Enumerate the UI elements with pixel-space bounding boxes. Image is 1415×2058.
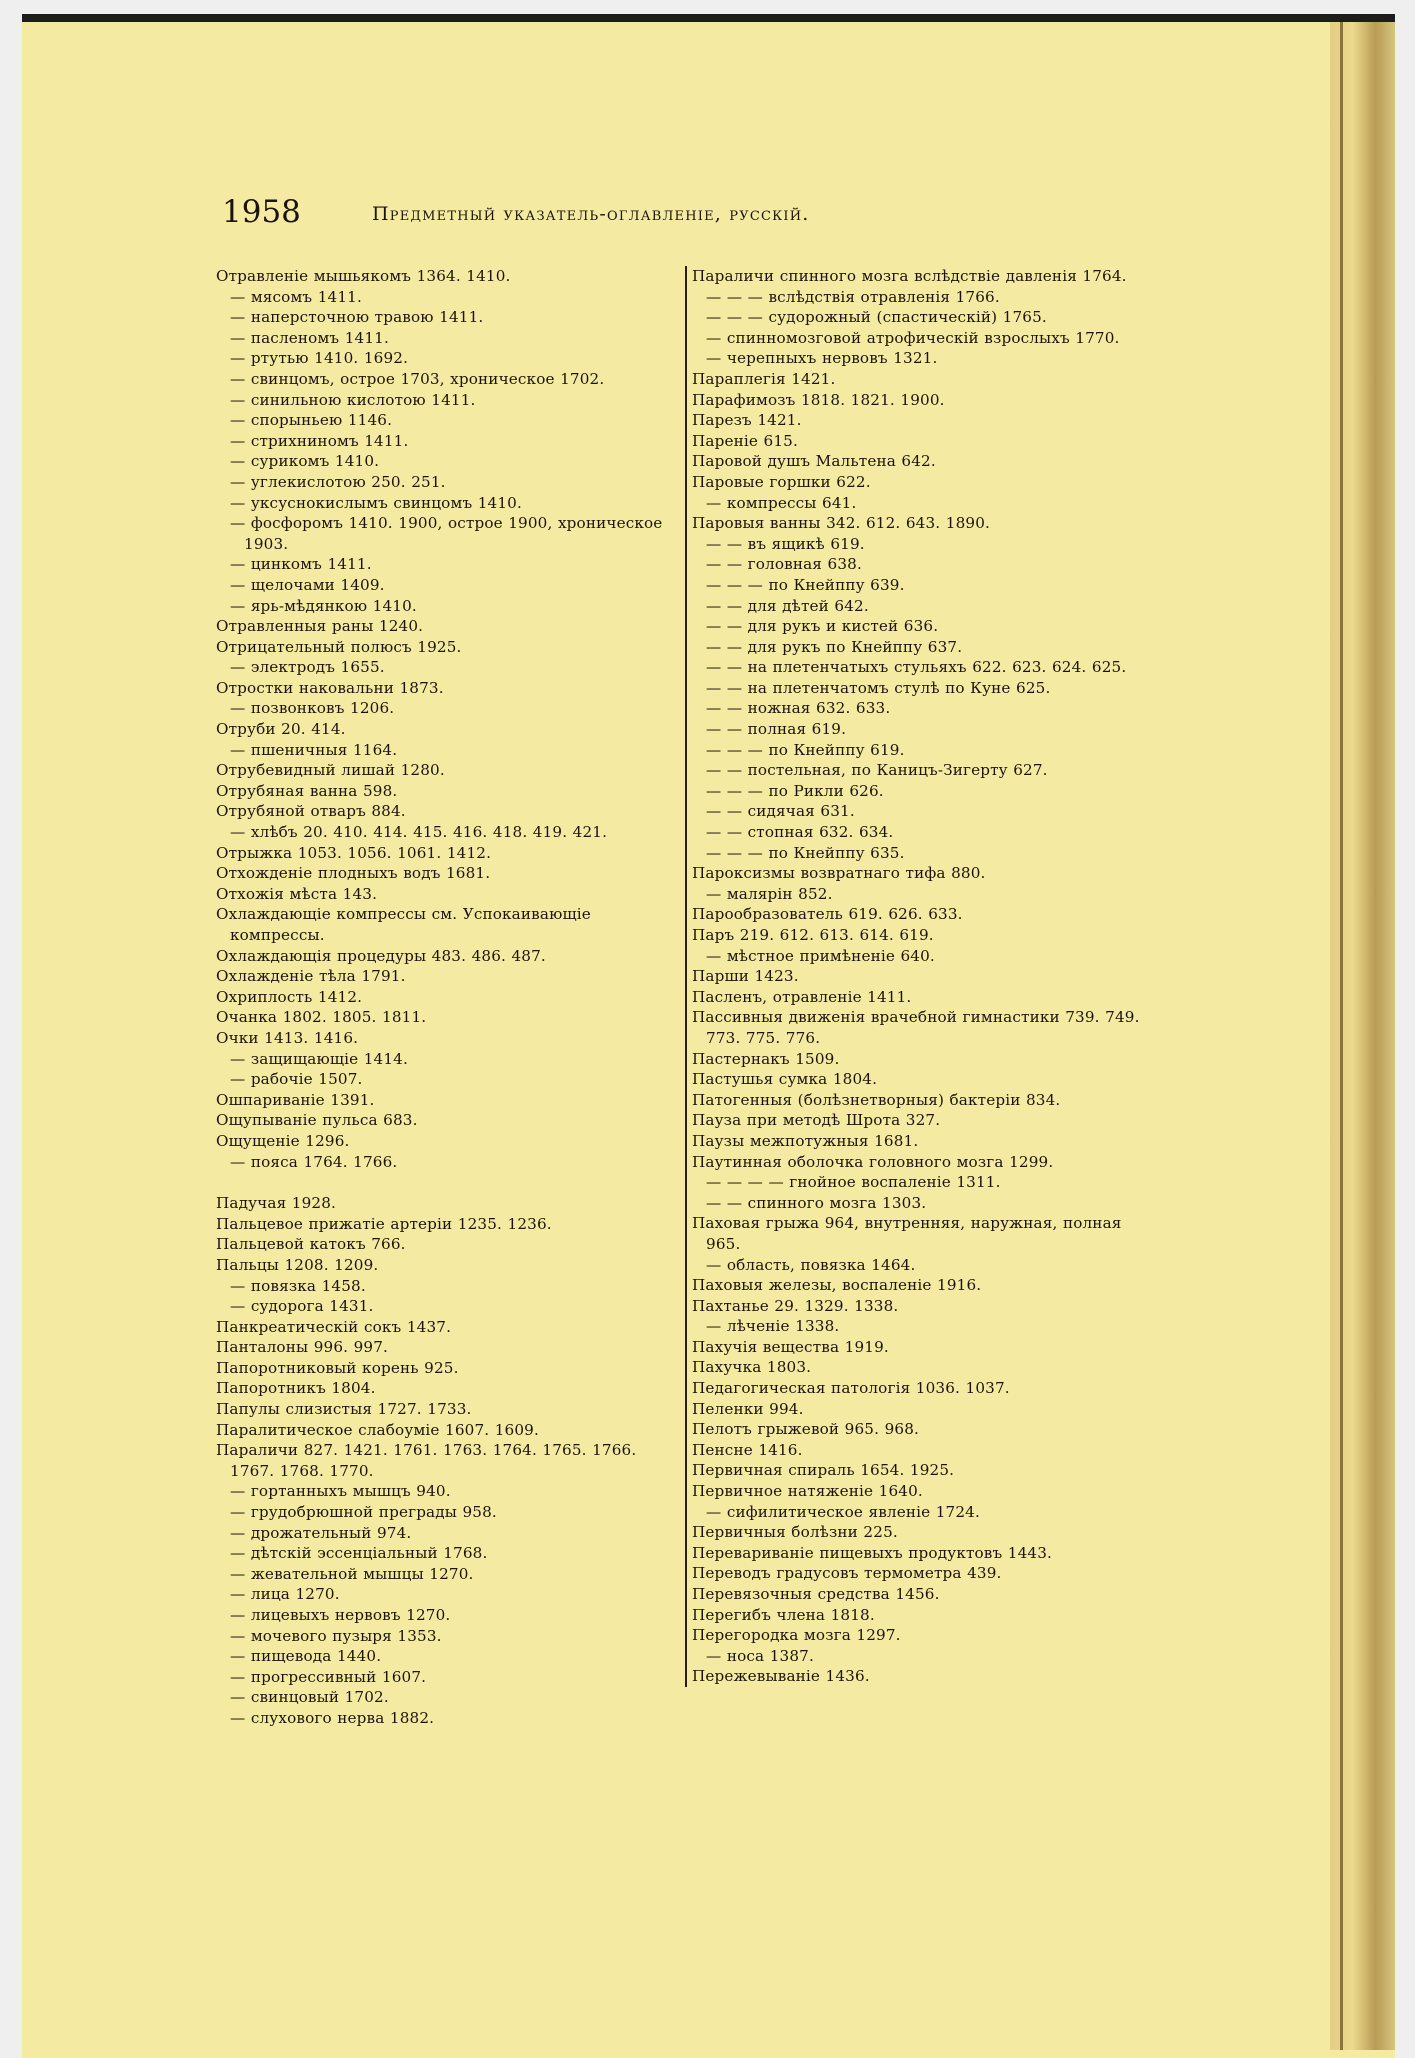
index-subentry: — — на плетенчатомъ стулѣ по Куне 625. [706,678,1051,697]
index-subentry: — — на плетенчатыхъ стульяхъ 622. 623. 624. 625. [706,658,1127,677]
index-subentry: — — постельная, по Каницъ-Зигерту 627. [706,761,1048,780]
index-subentry: — судорога 1431. [230,1297,374,1316]
index-entry: Паровыя ванны 342. 612. 643. 1890. [692,514,990,533]
index-entry: Пауза при методѣ Шрота 327. [692,1111,941,1130]
index-entry: Охлаждающіе компрессы см. Успокаивающіе компрессы. [216,905,591,944]
index-subentry: — область, повязка 1464. [706,1255,916,1274]
index-subentry: — дрожательный 974. [230,1523,412,1542]
index-entry: Парши 1423. [692,967,799,986]
index-entry: Пасленъ, отравленіе 1411. [692,987,912,1006]
index-entry: Переводъ градусовъ термометра 439. [692,1564,1002,1583]
index-entry: Охриплость 1412. [216,987,363,1006]
index-entry: Пальцевой катокъ 766. [216,1235,406,1254]
index-entry: Параплегія 1421. [692,369,836,388]
index-subentry: — носа 1387. [706,1646,814,1665]
index-entry: Отрубяной отваръ 884. [216,802,406,821]
index-entry: Первичное натяженіе 1640. [692,1482,923,1501]
index-subentry: — — — судорожный (спастическій) 1765. [706,308,1047,327]
index-subentry: — ярь-мѣдянкою 1410. [230,596,417,615]
index-subentry: — стрихниномъ 1411. [230,431,409,450]
index-entry: Пастушья сумка 1804. [692,1070,878,1089]
index-subentry: — пшеничныя 1164. [230,740,398,759]
index-subentry: — — ножная 632. 633. [706,699,891,718]
index-subentry: — электродъ 1655. [230,658,385,677]
index-subentry: — углекислотою 250. 251. [230,472,446,491]
index-subentry: — повязка 1458. [230,1276,366,1295]
index-entry: Ощупываніе пульса 683. [216,1111,418,1130]
index-subentry: — — — по Кнейппу 619. [706,740,905,759]
index-subentry: — пищевода 1440. [230,1647,382,1666]
index-entry: Парезъ 1421. [692,411,802,430]
page-number: 1958 [222,194,301,230]
index-subentry: — сурикомъ 1410. [230,452,380,471]
index-entry: Отхожія мѣста 143. [216,884,378,903]
index-entry: Педагогическая патологія 1036. 1037. [692,1379,1010,1398]
running-title: Предметный указатель-оглавленіе, русскій. [372,203,810,225]
index-subentry: — щелочами 1409. [230,575,385,594]
index-entry: Пахтанье 29. 1329. 1338. [692,1296,899,1315]
index-subentry: — мочевого пузыря 1353. [230,1626,442,1645]
index-entry: Параличи спинного мозга вслѣдствіе давленія 1764. [692,267,1127,285]
index-subentry: — — — по Рикли 626. [706,781,884,800]
index-entry: Пелотъ грыжевой 965. 968. [692,1420,919,1439]
index-entry: Пареніе 615. [692,431,798,450]
index-entry: Патогенныя (болѣзнетворныя) бактеріи 834. [692,1090,1061,1109]
index-subentry: — пасленомъ 1411. [230,328,389,347]
index-entry: Панталоны 996. 997. [216,1338,389,1357]
index-entry: Отруби 20. 414. [216,720,346,739]
index-subentry: — ртутью 1410. 1692. [230,349,409,368]
index-subentry: — наперсточною травою 1411. [230,308,484,327]
index-subentry: — — стопная 632. 634. [706,823,894,842]
index-entry: Падучая 1928. [216,1194,337,1213]
index-entry: Паутинная оболочка головного мозга 1299. [692,1152,1054,1171]
index-entry: Ошпариваніе 1391. [216,1090,375,1109]
index-subentry: — — спинного мозга 1303. [706,1193,927,1212]
index-subentry: — спинномозговой атрофическій взрослыхъ 1770. [706,328,1120,347]
index-subentry: — сифилитическое явленіе 1724. [706,1502,980,1521]
index-entry: Первичныя болѣзни 225. [692,1523,898,1542]
index-entry: Ощущеніе 1296. [216,1131,350,1150]
index-subentry: — — сидячая 631. [706,802,855,821]
index-subentry: — свинцомъ, острое 1703, хроническое 1702. [230,369,605,388]
index-entry: Пеленки 994. [692,1399,804,1418]
index-subentry: — хлѣбъ 20. 410. 414. 415. 416. 418. 419. 421. [230,823,608,842]
index-entry: Паховая грыжа 964, внутренняя, наружная, полная 965. [692,1214,1122,1253]
page-header [222,190,1062,234]
index-subentry: — гортанныхъ мышцъ 940. [230,1482,451,1501]
index-entry: Паузы межпотужныя 1681. [692,1131,919,1150]
index-subentry: — — — вслѣдствія отравленія 1766. [706,287,1000,306]
index-entry: Паховыя железы, воспаленіе 1916. [692,1276,982,1295]
index-subentry: — позвонковъ 1206. [230,699,395,718]
index-subentry: — компрессы 641. [706,493,857,512]
index-subentry: — мѣстное примѣненіе 640. [706,946,935,965]
index-subentry: — — — по Кнейппу 635. [706,843,905,862]
index-entry: Отравленіе мышьякомъ 1364. 1410. [216,267,511,285]
index-subentry: — защищающіе 1414. [230,1049,408,1068]
index-entry: Отрубевидный лишай 1280. [216,761,445,780]
index-subentry: — слухового нерва 1882. [230,1708,435,1727]
index-subentry: — рабочіе 1507. [230,1070,363,1089]
index-subentry: — — головная 638. [706,555,862,574]
index-subentry: — жевательной мышцы 1270. [230,1564,474,1583]
index-subentry: — свинцовый 1702. [230,1688,389,1707]
index-subentry: — дѣтскій эссенціальный 1768. [230,1544,488,1563]
index-entry: Перегибъ члена 1818. [692,1605,875,1624]
index-entry: Отростки наковальни 1873. [216,678,444,697]
index-subentry: — прогрессивный 1607. [230,1667,427,1686]
index-subentry: — уксуснокислымъ свинцомъ 1410. [230,493,522,512]
index-subentry: — — — по Кнейппу 639. [706,575,905,594]
index-entry: Перевязочныя средства 1456. [692,1585,940,1603]
index-entry: Папоротникъ 1804. [216,1379,376,1398]
index-entry: Пассивныя движенія врачебной гимнастики 739. 749. 773. 775. 776. [692,1008,1140,1047]
index-entry: Панкреатическій сокъ 1437. [216,1317,452,1336]
index-subentry: — пояса 1764. 1766. [230,1152,398,1171]
index-entry: Очанка 1802. 1805. 1811. [216,1008,427,1027]
index-subentry: — — для рукъ по Кнейппу 637. [706,637,963,656]
index-entry: Паръ 219. 612. 613. 614. 619. [692,926,934,944]
index-subentry: — цинкомъ 1411. [230,555,372,574]
index-entry: Паровой душъ Мальтена 642. [692,452,936,471]
index-column-left [216,266,684,1729]
index-subentry: — лица 1270. [230,1585,340,1604]
index-entry: Охлажденіе тѣла 1791. [216,967,406,986]
binding-fold [1340,22,1343,2050]
index-entry: Пережевываніе 1436. [692,1667,870,1686]
index-subentry: — — въ ящикѣ 619. [706,534,865,553]
index-entry: Пенсне 1416. [692,1440,803,1459]
index-entry: Парообразователь 619. 626. 633. [692,905,963,924]
index-entry: Парафимозъ 1818. 1821. 1900. [692,390,945,409]
index-entry: Отрубяная ванна 598. [216,781,398,800]
index-subentry: — синильною кислотою 1411. [230,390,476,409]
index-subentry: — лѣченіе 1338. [706,1317,840,1336]
index-entry: Папоротниковый корень 925. [216,1358,459,1377]
index-entry: Пастернакъ 1509. [692,1049,840,1068]
index-subentry: — — для дѣтей 642. [706,596,869,615]
index-entry: Очки 1413. 1416. [216,1028,359,1047]
index-subentry: — черепныхъ нервовъ 1321. [706,349,938,368]
index-entry: Пальцевое прижатіе артеріи 1235. 1236. [216,1214,552,1233]
index-entry: Отравленныя раны 1240. [216,617,424,636]
index-subentry: — — полная 619. [706,720,847,739]
section-gap [216,1172,684,1193]
index-subentry: — — для рукъ и кистей 636. [706,617,939,636]
index-entry: Паровые горшки 622. [692,472,871,491]
index-entry: Паралитическое слабоуміе 1607. 1609. [216,1420,539,1439]
index-entry: Пахучія вещества 1919. [692,1337,889,1356]
index-entry: Папулы слизистыя 1727. 1733. [216,1400,472,1419]
index-subentry: — грудобрюшной преграды 958. [230,1503,497,1522]
index-subentry: — фосфоромъ 1410. 1900, острое 1900, хроническое 1903. [230,514,663,553]
index-entry: Отрицательный полюсъ 1925. [216,637,462,656]
index-subentry: — — — — гнойное воспаленіе 1311. [706,1173,1001,1192]
index-entry: Пальцы 1208. 1209. [216,1255,379,1274]
index-entry: Отхожденіе плодныхъ водъ 1681. [216,864,491,883]
index-entry: Первичная спираль 1654. 1925. [692,1461,955,1480]
index-column-right [685,266,1160,1687]
index-subentry: — мясомъ 1411. [230,287,362,306]
index-entry: Отрыжка 1053. 1056. 1061. 1412. [216,843,492,862]
index-subentry: — спорыньею 1146. [230,411,393,430]
index-entry: Перевариваніе пищевыхъ продуктовъ 1443. [692,1543,1053,1562]
index-entry: Пахучка 1803. [692,1358,812,1377]
index-entry: Перегородка мозга 1297. [692,1626,901,1645]
index-subentry: — лицевыхъ нервовъ 1270. [230,1606,451,1624]
index-entry: Параличи 827. 1421. 1761. 1763. 1764. 1765. 1766. 1767. 1768. 1770. [216,1441,637,1480]
index-entry: Пароксизмы возвратнаго тифа 880. [692,864,986,883]
index-subentry: — малярін 852. [706,884,833,903]
index-entry: Охлаждающія процедуры 483. 486. 487. [216,946,546,965]
